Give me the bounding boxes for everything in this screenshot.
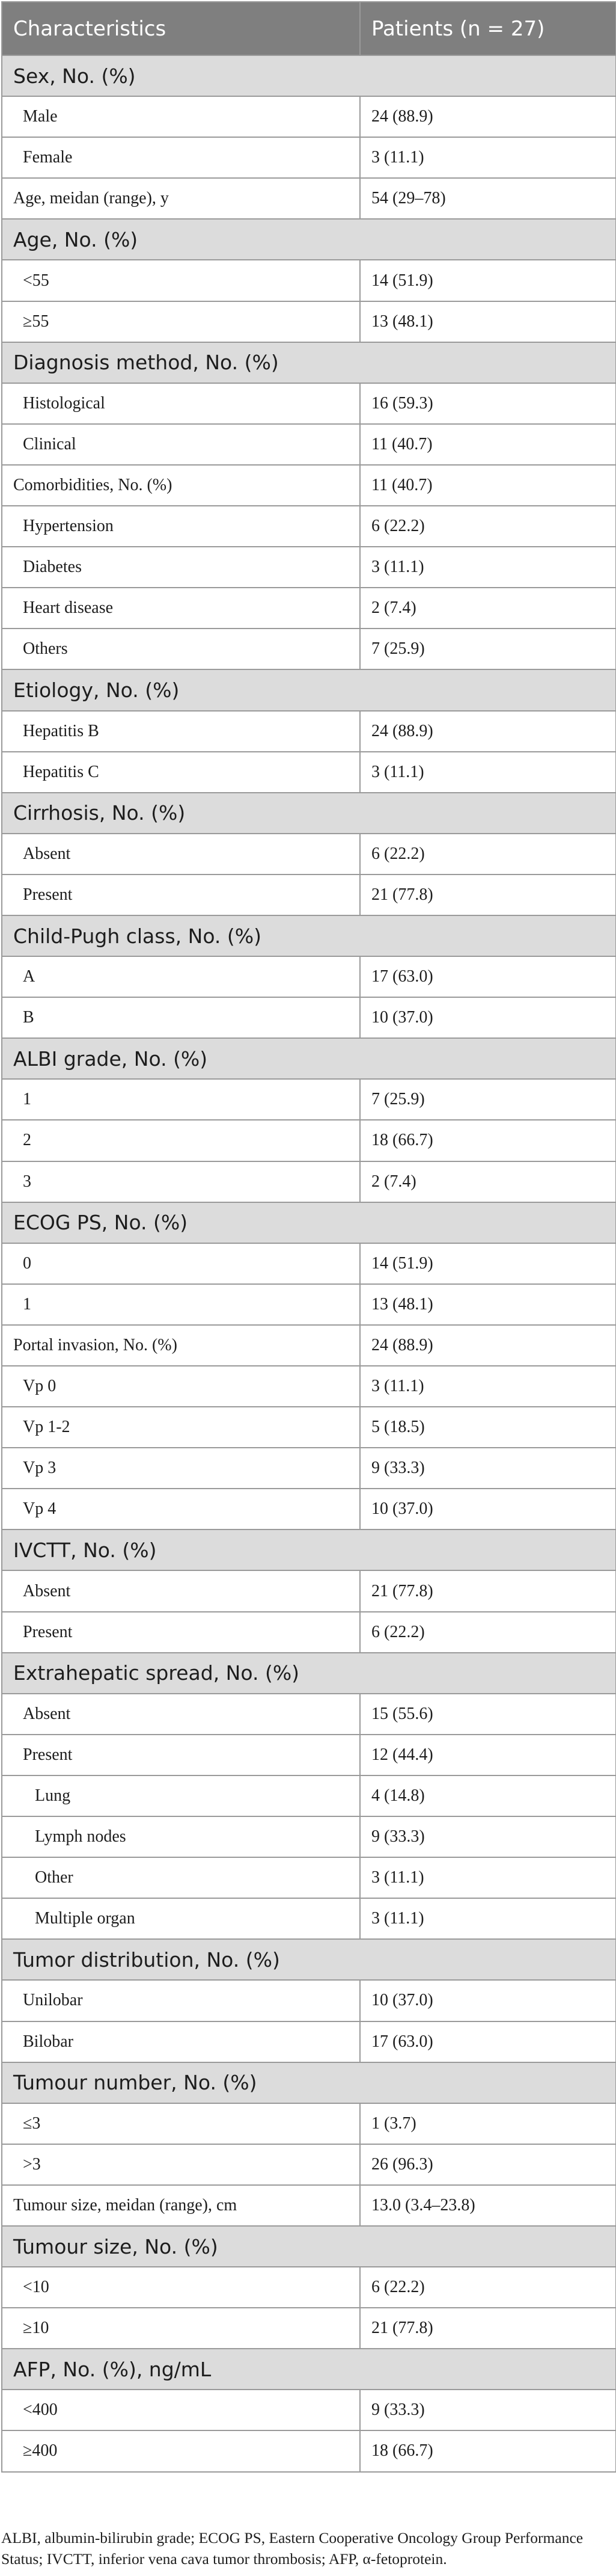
table-header-row <box>2 2 616 55</box>
row-value: 7 (25.9) <box>360 1079 616 1120</box>
row-value: 6 (22.2) <box>360 506 616 547</box>
row-value: 26 (96.3) <box>360 2144 616 2185</box>
row-value: 6 (22.2) <box>360 834 616 875</box>
row-label: Female <box>2 137 360 178</box>
section-header-row <box>2 1202 616 1243</box>
section-header-row <box>2 1939 616 1980</box>
section-header-row <box>2 2349 616 2390</box>
table-row <box>2 711 616 752</box>
row-label: Absent <box>2 834 360 875</box>
row-value: 2 (7.4) <box>360 1161 616 1202</box>
table-row <box>2 506 616 547</box>
row-value: 24 (88.9) <box>360 96 616 137</box>
row-label: A <box>2 956 360 997</box>
section-header-row <box>2 669 616 710</box>
row-value: 6 (22.2) <box>360 2267 616 2308</box>
row-label: ≥10 <box>2 2308 360 2349</box>
row-label: 3 <box>2 1161 360 1202</box>
row-label: Hypertension <box>2 506 360 547</box>
table-row <box>2 1407 616 1448</box>
row-value: 21 (77.8) <box>360 875 616 915</box>
header-characteristics: Characteristics <box>2 2 360 55</box>
section-label: Etiology, No. (%) <box>2 669 616 710</box>
table-container <box>1 1 615 2473</box>
row-value: 9 (33.3) <box>360 2390 616 2430</box>
table-row <box>2 2430 616 2471</box>
row-value: 3 (11.1) <box>360 1857 616 1898</box>
row-value: 9 (33.3) <box>360 1816 616 1857</box>
section-header-row <box>2 219 616 260</box>
row-label: Heart disease <box>2 588 360 629</box>
table-row <box>2 1735 616 1775</box>
table-row <box>2 1366 616 1407</box>
table-row <box>2 2267 616 2308</box>
row-label: Other <box>2 1857 360 1898</box>
section-header-row <box>2 1038 616 1079</box>
row-label: >3 <box>2 2144 360 2185</box>
table-row <box>2 1612 616 1653</box>
table-row <box>2 178 616 219</box>
table-row <box>2 2390 616 2430</box>
section-header-row <box>2 915 616 956</box>
section-label: Tumor distribution, No. (%) <box>2 1939 616 1980</box>
table-row <box>2 2308 616 2349</box>
row-label: Histological <box>2 383 360 424</box>
table-row <box>2 424 616 465</box>
table-row <box>2 1325 616 1366</box>
table-row <box>2 1079 616 1120</box>
row-value: 13.0 (3.4–23.8) <box>360 2185 616 2226</box>
section-label: Sex, No. (%) <box>2 55 616 96</box>
row-label: ≥400 <box>2 2430 360 2471</box>
row-value: 3 (11.1) <box>360 1898 616 1939</box>
row-value: 4 (14.8) <box>360 1775 616 1816</box>
row-value: 14 (51.9) <box>360 260 616 301</box>
row-value: 16 (59.3) <box>360 383 616 424</box>
table-row <box>2 834 616 875</box>
row-value: 21 (77.8) <box>360 1570 616 1611</box>
table-row <box>2 1243 616 1284</box>
row-label: Vp 4 <box>2 1489 360 1529</box>
section-label: Diagnosis method, No. (%) <box>2 342 616 383</box>
row-label: 0 <box>2 1243 360 1284</box>
row-value: 1 (3.7) <box>360 2103 616 2144</box>
table-row <box>2 1161 616 1202</box>
row-value: 14 (51.9) <box>360 1243 616 1284</box>
row-label: B <box>2 997 360 1038</box>
row-label: 2 <box>2 1120 360 1161</box>
section-label: ALBI grade, No. (%) <box>2 1038 616 1079</box>
row-value: 3 (11.1) <box>360 752 616 793</box>
row-label: Vp 1-2 <box>2 1407 360 1448</box>
table-row <box>2 465 616 506</box>
row-value: 6 (22.2) <box>360 1612 616 1653</box>
section-label: Extrahepatic spread, No. (%) <box>2 1653 616 1694</box>
row-value: 24 (88.9) <box>360 711 616 752</box>
section-label: IVCTT, No. (%) <box>2 1529 616 1570</box>
section-header-row <box>2 793 616 834</box>
table-row <box>2 137 616 178</box>
row-value: 3 (11.1) <box>360 1366 616 1407</box>
table-row <box>2 875 616 915</box>
table-row <box>2 96 616 137</box>
row-label: Absent <box>2 1570 360 1611</box>
row-value: 11 (40.7) <box>360 465 616 506</box>
table-row <box>2 1816 616 1857</box>
row-label: Present <box>2 1735 360 1775</box>
row-value: 12 (44.4) <box>360 1735 616 1775</box>
section-label: ECOG PS, No. (%) <box>2 1202 616 1243</box>
table-row <box>2 997 616 1038</box>
section-label: Age, No. (%) <box>2 219 616 260</box>
row-value: 10 (37.0) <box>360 1980 616 2021</box>
section-header-row <box>2 342 616 383</box>
row-label: ≤3 <box>2 2103 360 2144</box>
row-value: 5 (18.5) <box>360 1407 616 1448</box>
section-label: AFP, No. (%), ng/mL <box>2 2349 616 2390</box>
row-value: 13 (48.1) <box>360 301 616 342</box>
row-label: 1 <box>2 1284 360 1325</box>
characteristics-table <box>1 1 616 2473</box>
table-row <box>2 1489 616 1529</box>
row-value: 54 (29–78) <box>360 178 616 219</box>
row-label: 1 <box>2 1079 360 1120</box>
row-label: Bilobar <box>2 2021 360 2062</box>
row-value: 3 (11.1) <box>360 137 616 178</box>
row-label: Tumour size, meidan (range), cm <box>2 2185 360 2226</box>
row-value: 10 (37.0) <box>360 1489 616 1529</box>
section-label: Child-Pugh class, No. (%) <box>2 915 616 956</box>
row-value: 11 (40.7) <box>360 424 616 465</box>
row-label: Present <box>2 875 360 915</box>
row-label: Hepatitis C <box>2 752 360 793</box>
row-label: Present <box>2 1612 360 1653</box>
row-value: 18 (66.7) <box>360 1120 616 1161</box>
row-label: Others <box>2 629 360 669</box>
row-value: 17 (63.0) <box>360 2021 616 2062</box>
row-label: Unilobar <box>2 1980 360 2021</box>
table-body <box>2 55 616 2472</box>
section-header-row <box>2 55 616 96</box>
row-label: Lung <box>2 1775 360 1816</box>
row-label: Lymph nodes <box>2 1816 360 1857</box>
section-header-row <box>2 2226 616 2267</box>
table-row <box>2 2103 616 2144</box>
table-row <box>2 1448 616 1489</box>
row-value: 17 (63.0) <box>360 956 616 997</box>
table-row <box>2 2144 616 2185</box>
row-label: Vp 0 <box>2 1366 360 1407</box>
table-row <box>2 1120 616 1161</box>
table-row <box>2 1857 616 1898</box>
row-label: Clinical <box>2 424 360 465</box>
row-value: 18 (66.7) <box>360 2430 616 2471</box>
section-label: Cirrhosis, No. (%) <box>2 793 616 834</box>
table-footnote: ALBI, albumin-bilirubin grade; ECOG PS, Eastern Cooperative Oncology Group Performance Status; IVCTT, inferior vena cava tumor thrombosis; AFP, α-fetoprotein. <box>1 2529 584 2568</box>
table-row <box>2 1694 616 1735</box>
row-label: Vp 3 <box>2 1448 360 1489</box>
section-header-row <box>2 1653 616 1694</box>
row-label: <10 <box>2 2267 360 2308</box>
table-row <box>2 1980 616 2021</box>
row-value: 2 (7.4) <box>360 588 616 629</box>
section-label: Tumour number, No. (%) <box>2 2062 616 2103</box>
row-value: 21 (77.8) <box>360 2308 616 2349</box>
row-label: Comorbidities, No. (%) <box>2 465 360 506</box>
table-row <box>2 588 616 629</box>
table-row <box>2 629 616 669</box>
table-row <box>2 956 616 997</box>
row-label: Hepatitis B <box>2 711 360 752</box>
row-value: 9 (33.3) <box>360 1448 616 1489</box>
section-header-row <box>2 2062 616 2103</box>
table-row <box>2 301 616 342</box>
table-row <box>2 1570 616 1611</box>
row-value: 10 (37.0) <box>360 997 616 1038</box>
table-row <box>2 1775 616 1816</box>
row-label: Multiple organ <box>2 1898 360 1939</box>
header-patients: Patients (n = 27) <box>360 2 616 55</box>
table-row <box>2 2185 616 2226</box>
row-label: Age, meidan (range), y <box>2 178 360 219</box>
row-value: 13 (48.1) <box>360 1284 616 1325</box>
table-row <box>2 1898 616 1939</box>
row-label: Male <box>2 96 360 137</box>
table-row <box>2 260 616 301</box>
table-row <box>2 2021 616 2062</box>
row-value: 24 (88.9) <box>360 1325 616 1366</box>
section-header-row <box>2 1529 616 1570</box>
row-value: 3 (11.1) <box>360 547 616 588</box>
section-label: Tumour size, No. (%) <box>2 2226 616 2267</box>
row-label: ≥55 <box>2 301 360 342</box>
row-label: <55 <box>2 260 360 301</box>
table-row <box>2 547 616 588</box>
table-row <box>2 752 616 793</box>
row-value: 7 (25.9) <box>360 629 616 669</box>
row-label: <400 <box>2 2390 360 2430</box>
row-value: 15 (55.6) <box>360 1694 616 1735</box>
row-label: Portal invasion, No. (%) <box>2 1325 360 1366</box>
table-row <box>2 1284 616 1325</box>
row-label: Diabetes <box>2 547 360 588</box>
table-row <box>2 383 616 424</box>
row-label: Absent <box>2 1694 360 1735</box>
